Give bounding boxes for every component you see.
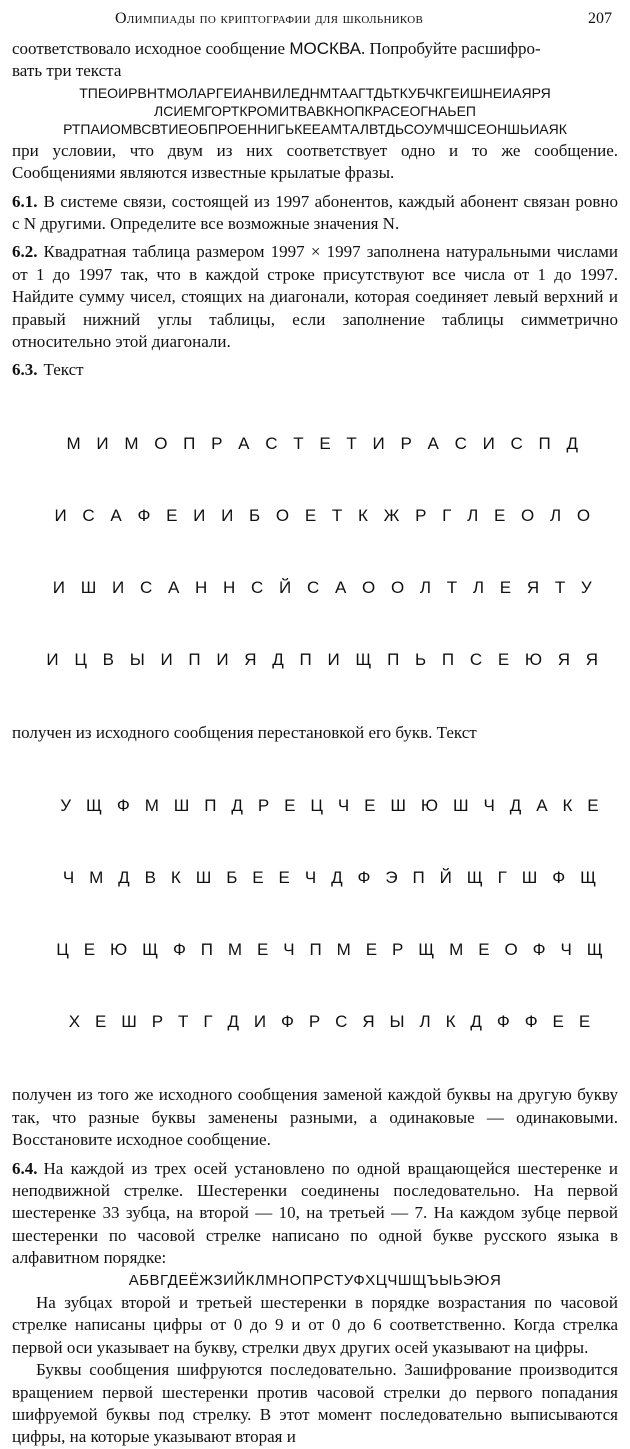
grid-row: У Щ Ф М Ш П Д Р Е Ц Ч Е Ш Ю Ш Ч Д А К Е xyxy=(60,796,604,816)
letter-grid-1 xyxy=(32,384,618,720)
intro-line-2: вать три текста xyxy=(12,61,122,81)
intro-word-moscow: МОСКВА xyxy=(289,39,362,58)
running-header xyxy=(12,0,618,38)
grid-row: М И М О П Р А С Т Е Т И Р А С И С П Д xyxy=(66,433,584,453)
problem-6-4-para-2: На зубцах второй и третьей шестеренки в порядке возрастания по часовой стрелке написаны цифры от 0 до 9 и от 0 до 6 соответственно. Когда стрелка первой оси указывает на букву, стрелки двух других осей указывают на цифры. xyxy=(12,1292,618,1357)
intro-line-1 xyxy=(12,38,618,60)
grid-row: И Ш И С А Н Н С Й С А О О Л Т Л Е Я Т У xyxy=(52,577,598,597)
cipher-line: ТПЕОИРВНТМОЛАРГЕИАНВИЛЕДНМТААГТДЬТКУБЧКГЕИШНЕИАЯРЯ xyxy=(79,84,551,101)
problem-number: 6.4. xyxy=(12,1158,38,1178)
cipher-line: ЛСИЕМГОРТКРОМИТВАВКНОПКРАСЕОГНАЬЕП xyxy=(154,102,476,119)
problem-label: Текст xyxy=(43,360,84,380)
grid-row: Ц Е Ю Щ Ф П М Е Ч П М Е Р Щ М Е О Ф Ч Щ xyxy=(56,940,608,960)
problem-text: В системе связи, состоящей из 1997 абонентов, каждый абонент связан ровно с N другими. Определите все возможные значения N. xyxy=(12,191,618,234)
running-title: Олимпиады по криптографии для школьников xyxy=(115,10,424,27)
problem-6-3 xyxy=(12,359,618,381)
page-number: 207 xyxy=(588,10,612,27)
page xyxy=(12,0,618,1449)
alphabet-line: АБВГДЕЁЖЗИЙКЛМНОПРСТУФХЦЧШЩЪЫЬЭЮЯ xyxy=(128,1271,502,1289)
problem-6-3-after: получен из того же исходного сообщения заменой каждой буквы на другую букву так, что разные буквы заменены разными, а одинаковые — одинаковыми. Восстановите исходное сообщение. xyxy=(12,1085,618,1150)
intro-after: при условии, что двум из них соответствует одно и то же сообщение. Сообщениями являются известные крылатые фразы. xyxy=(12,140,618,183)
intro-line-1-start: соответствовало исходное сообщение xyxy=(12,39,290,58)
cipher-texts xyxy=(12,84,618,138)
grid-row: И С А Ф Е И И Б О Е Т К Ж Р Г Л Е О Л О xyxy=(54,505,596,525)
problem-6-1 xyxy=(12,191,618,236)
cipher-line: РТПАИОМВСВТИЕОБПРОЕННИГЬКЕЕАМТАЛВТДЬСОУМЧШСЕОНШЬИАЯК xyxy=(63,120,567,137)
problem-text: На каждой из трех осей установлено по одной вращающейся шестеренке и неподвижной стрелке. Шестеренки соединены последовательно. На первой шестеренке 33 зубца, на второй — 10, на третьей — 7. На каждом зубце первой шестеренки по часовой стрелке написано по одной букве русского языка в алфавитном порядке: xyxy=(12,1158,618,1268)
letter-grid-2 xyxy=(46,746,618,1082)
intro-line-1-end: . Попробуйте расшифро- xyxy=(361,39,541,58)
problem-text: Квадратная таблица размером 1997 × 1997 заполнена натуральными числами от 1 до 1997 так, что в каждой строке присутствуют все числа от 1 до 1997. Найдите сумму чисел, стоящих на диагонали, которая соединяет левый верхний и правый нижний углы таблицы, если заполнение таблицы симметрично относительно этой диагонали. xyxy=(12,242,618,352)
problem-6-2 xyxy=(12,241,618,353)
grid-row: Х Е Ш Р Т Г Д И Ф Р С Я Ы Л К Д Ф Ф Е Е xyxy=(68,1012,596,1032)
problem-number: 6.1. xyxy=(12,191,38,211)
problem-6-4-para-3: Буквы сообщения шифруются последовательно. Зашифрование производится вращением первой шестеренки против часовой стрелки до первого попадания шифруемой буквы под стрелку. В этот момент последовательно выписываются цифры, на которые указывают вторая и xyxy=(12,1360,618,1447)
grid-row: Ч М Д В К Ш Б Е Е Ч Д Ф Э П Й Щ Г Ш Ф Щ xyxy=(62,868,602,888)
grid-row: И Ц В Ы И П И Я Д П И Щ П Ь П С Е Ю Я Я xyxy=(46,649,604,669)
problem-6-3-mid: получен из исходного сообщения перестановкой его букв. Текст xyxy=(12,722,477,742)
problem-number: 6.3. xyxy=(12,360,38,380)
problem-6-4 xyxy=(12,1158,618,1270)
problem-number: 6.2. xyxy=(12,242,38,262)
